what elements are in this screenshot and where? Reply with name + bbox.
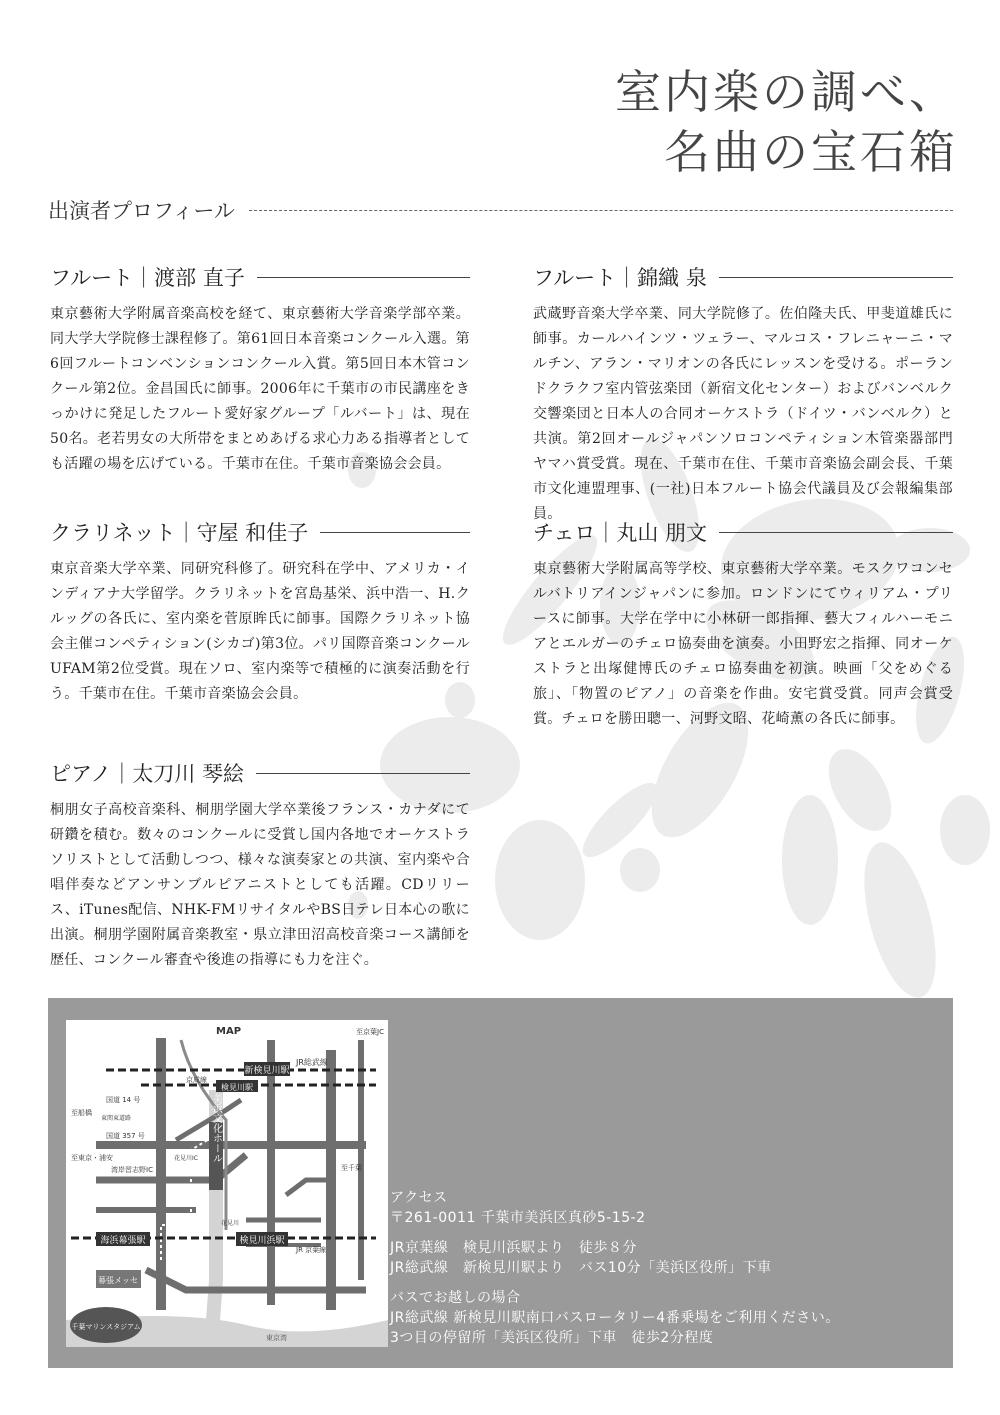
access-info — [390, 1188, 840, 1348]
map-label-expressway: 東関東道路 — [101, 1115, 132, 1122]
main-title — [615, 62, 958, 182]
access-panel — [48, 998, 953, 1368]
profile-bio: 桐朋女子高校音楽科、桐朋学園大学卒業後フランス・カナダにて研鑽を積む。数々のコンクールに受賞し国内各地でオーケストラソリストとして活動しつつ、様々な演奏家との共演、室内楽や合唱伴奏などアンサンブルピアニストとしても活躍。CDリリース、iTunes配信、NHK-FMリサイタルやBS日テレ日本心の歌に出演。桐朋学園附属音楽教室・県立津田沼高校音楽コース講師を歴任、コンクール審査や後進の指導にも力を注ぐ。 — [50, 802, 470, 968]
access-address: 〒261-0011 千葉市美浜区真砂5-15-2 — [390, 1210, 646, 1226]
map-label-to-chiba: 至千葉 — [341, 1164, 362, 1172]
section-heading-text: 出演者プロフィール — [48, 199, 235, 223]
profile-nishikiori — [533, 262, 953, 527]
bus-line-2: 3つ目の停留所「美浜区役所」下車 徒歩2分程度 — [390, 1330, 714, 1346]
title-line-2: 名曲の宝石箱 — [664, 125, 958, 179]
access-heading: アクセス — [390, 1190, 448, 1206]
map-label-jr-sobu: JR総武線 — [296, 1058, 328, 1067]
map-label-hall: 美浜文化ホール — [210, 1093, 222, 1163]
heading-dashed-rule — [249, 210, 953, 211]
title-line-1: 室内楽の調べ、 — [615, 65, 958, 119]
heading-rule — [257, 277, 470, 278]
map-label-route14: 国道 14 号 — [106, 1096, 141, 1104]
bus-line-1: JR総武線 新検見川駅南口バスロータリー4番乗場をご利用ください。 — [390, 1310, 840, 1326]
map-label-jc: 至京葉JC — [356, 1028, 384, 1036]
map-title: MAP — [216, 1026, 242, 1037]
profile-tachikawa — [50, 758, 470, 973]
profile-name: フルート｜錦織 泉 — [533, 266, 707, 290]
map-label-messe: 幕張メッセ — [98, 1276, 138, 1285]
map-label-shin-kemigawa: 新検見川駅 — [244, 1066, 290, 1076]
heading-rule — [320, 532, 470, 533]
map-label-to-tokyo: 至東京・浦安 — [71, 1154, 113, 1162]
map-label-stadium: 千葉マリンスタジアム — [71, 1323, 141, 1331]
section-heading — [48, 195, 953, 225]
profile-bio: 東京藝術大学附属高等学校、東京藝術大学卒業。モスクワコンセルバトリアインジャパンに参加。ロンドンにてウィリアム・プリースに師事。大学在学中に小林研一郎指揮、藝大フィルハーモニアとエルガーのチェロ協奏曲を演奏。小田野宏之指揮、同オーケストラと出塚健博氏のチェロ協奏曲を初演。映画「父をめぐる旅」、「物置のピアノ」の音楽を作曲。安宅賞受賞。同声会賞受賞。チェロを勝田聰一、河野文昭、花崎薫の各氏に師事。 — [533, 561, 953, 727]
profile-name: チェロ｜丸山 朋文 — [533, 521, 708, 545]
profile-name: フルート｜渡部 直子 — [50, 266, 245, 290]
bus-heading: バスでお越しの場合 — [390, 1290, 521, 1306]
profile-maruyama — [533, 517, 953, 732]
profile-name: ピアノ｜太刀川 琴絵 — [50, 762, 244, 786]
profile-bio: 東京音楽大学卒業、同研究科修了。研究科在学中、アメリカ・インディアナ大学留学。クラリネットを宮島基栄、浜中浩一、H.クルッグの各氏に、室内楽を菅原眸氏に師事。国際クラリネット協会主催コンペティション(シカゴ)第3位。パリ国際音楽コンクールUFAM第2位受賞。現在ソロ、室内楽等で積極的に演奏活動を行う。千葉市在住。千葉市音楽協会会員。 — [50, 561, 470, 702]
profile-bio: 東京藝術大学附属音楽高校を経て、東京藝術大学音楽学部卒業。同大学大学院修士課程修了。第61回日本音楽コンクール入選。第6回フルートコンベンションコンクール入賞。第5回日本木管コンクール第2位。金昌国氏に師事。2006年に千葉市の市民講座をきっかけに発足したフルート愛好家グループ「ルバート」は、現在50名。老若男女の大所帯をまとめあげる求心力ある指導者としても活躍の場を広げている。千葉市在住。千葉市音楽協会会員。 — [50, 306, 470, 472]
profile-moriya — [50, 517, 470, 707]
heading-rule — [719, 532, 953, 533]
map-label-hanamigawa-river: 花見川 — [221, 1220, 240, 1227]
map-label-to-funabashi: 至船橋 — [71, 1109, 92, 1117]
profile-watanabe — [50, 262, 470, 477]
map-label-keisei: 京成線 — [186, 1076, 207, 1084]
map-label-kemigawahama: 検見川浜駅 — [239, 1236, 285, 1246]
heading-rule — [256, 773, 470, 774]
map-label-hanamigawa-ic: 花見川IC — [174, 1155, 198, 1162]
profile-bio: 武蔵野音楽大学卒業、同大学院修了。佐伯隆夫氏、甲斐道雄氏に師事。カールハインツ・ツェラー、マルコス・フレニャーニ・マルチン、アラン・マリオンの各氏にレッスンを受ける。ポーランドクラクフ室内管弦楽団（新宿文化センター）およびバンベルク交響楽団と日本人の合同オーケストラ（ドイツ・バンベルク）と共演。第2回オールジャパンソロコンペティション木管楽器部門ヤマハ賞受賞。現在、千葉市在住、千葉市音楽協会副会長、千葉市文化連盟理事、(一社)日本フルート協会代議員及び会報編集部員。 — [533, 306, 953, 522]
map-label-bay: 東京湾 — [266, 1334, 287, 1342]
map-label-jr-keiyo: JR 京葉線 — [296, 1246, 327, 1254]
access-route-sobu: JR総武線 新検見川駅より バス10分「美浜区役所」下車 — [390, 1260, 772, 1276]
heading-rule — [719, 277, 953, 278]
map-label-route357: 国道 357 号 — [106, 1132, 145, 1140]
access-map — [66, 1020, 388, 1347]
map-label-kemigawa: 検見川駅 — [221, 1083, 253, 1092]
access-route-keiyo: JR京葉線 検見川浜駅より 徒歩８分 — [390, 1240, 637, 1256]
map-label-wangan-ic: 湾岸習志野IC — [111, 1166, 153, 1174]
map-label-kaihin-makuhari: 海浜幕張駅 — [100, 1236, 146, 1246]
profile-name: クラリネット｜守屋 和佳子 — [50, 521, 309, 545]
